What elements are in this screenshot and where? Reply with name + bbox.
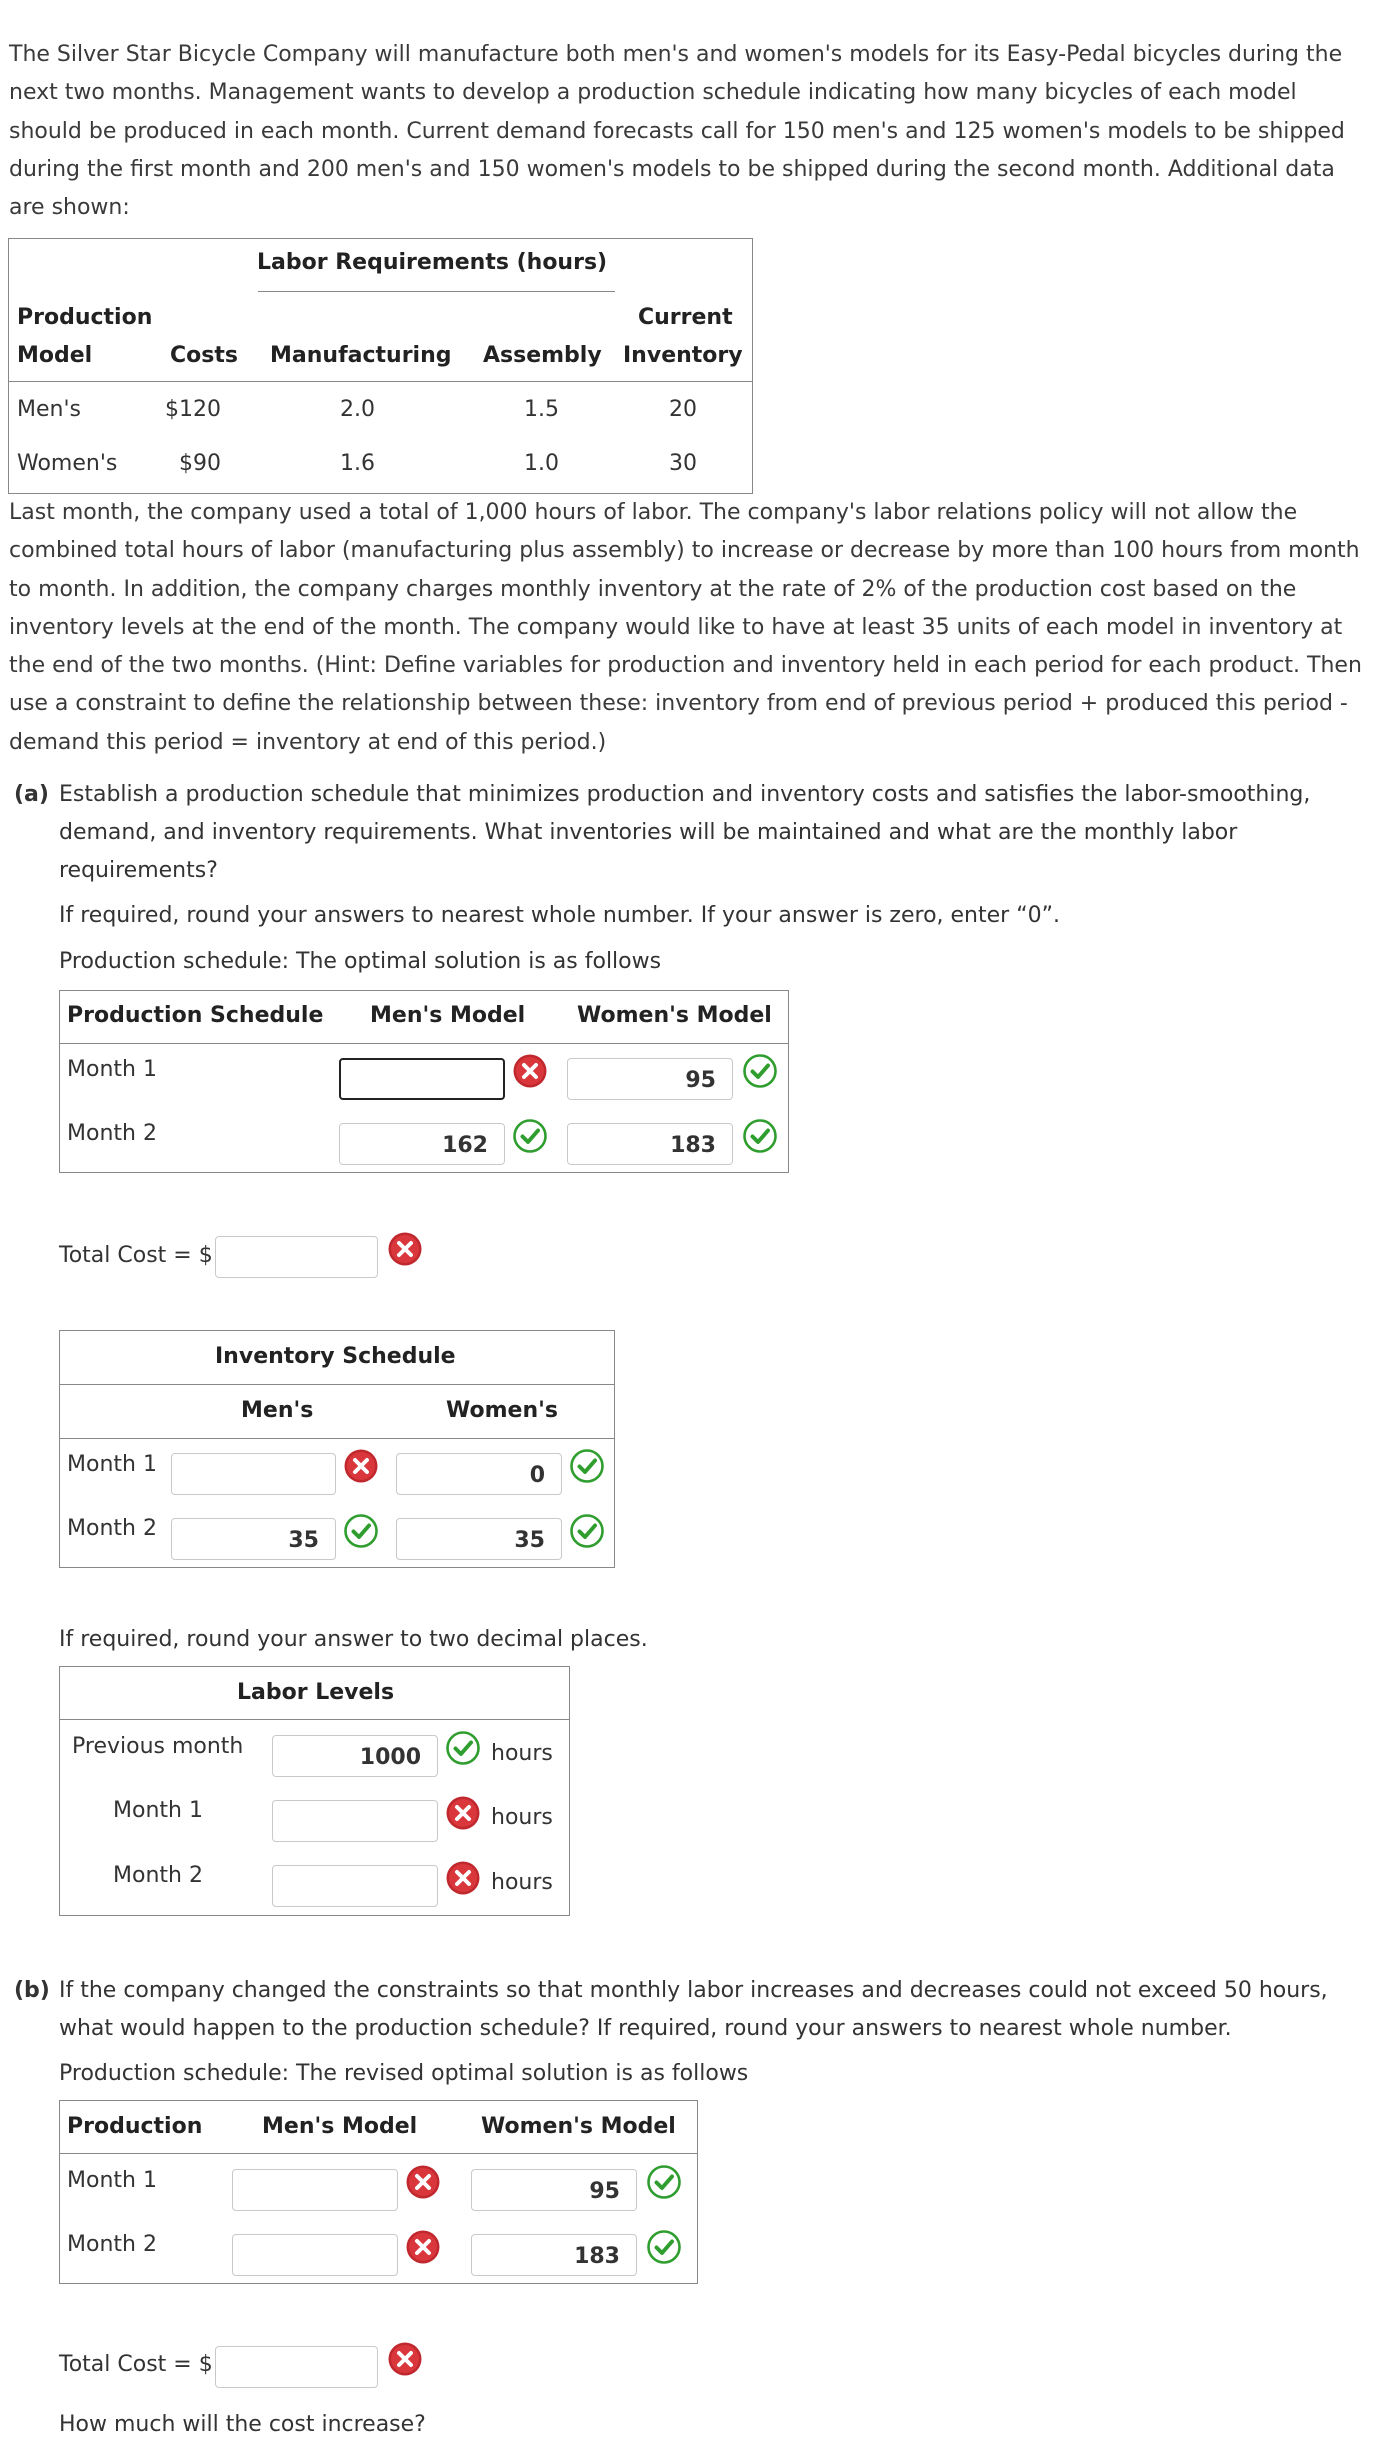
part-b-question: If the company changed the constraints so that monthly labor increases and decreases could not exceed 50 hours, what would happen to the production schedule? If required, round your answers to nearest whole number.	[59, 1978, 1328, 2041]
part-a-label: (a)	[14, 782, 49, 807]
correct-icon	[742, 1118, 778, 1154]
correct-icon	[343, 1513, 379, 1549]
correct-icon	[512, 1118, 548, 1154]
incorrect-icon	[405, 2229, 441, 2265]
labor-requirements-header: Labor Requirements (hours)	[257, 250, 608, 275]
correct-icon	[569, 1448, 605, 1484]
men-month1-input[interactable]	[339, 1058, 505, 1100]
row-label: Month 2	[113, 1863, 203, 1888]
col-inventory: Inventory	[623, 343, 743, 368]
col-womens: Women's	[446, 1398, 558, 1423]
row-label: Month 1	[67, 1057, 157, 1082]
correct-icon	[646, 2229, 682, 2265]
table-divider	[59, 1043, 789, 1044]
hours-unit: hours	[491, 1741, 553, 1766]
row-assembly: 1.0	[524, 451, 559, 476]
table-divider	[59, 1384, 615, 1385]
labor-paragraph: Last month, the company used a total of 1,000 hours of labor. The company's labor relations policy will not allow the combined total hours of labor (manufacturing plus assembly) to increase or decrease by more than 100 hours from month to month. In addition, the company charges monthly inventory at the rate of 2% of the production cost based on the inventory levels at the end of the month. The company would like to have at least 35 units of each model in inventory at the end of the two months. (Hint: Define variables for production and inventory held in each period for each product. Then use a constraint to define the relationship between these: inventory from end of previous period + produced this period - demand this period = inventory at end of this period.)	[9, 500, 1362, 755]
hours-unit: hours	[491, 1805, 553, 1830]
total-cost-label: Total Cost = $	[59, 1243, 213, 1268]
inventory-men-month2-input[interactable]: 35	[171, 1518, 336, 1560]
row-label: Month 2	[67, 1516, 157, 1541]
incorrect-icon	[512, 1053, 548, 1089]
table-divider	[8, 381, 753, 382]
row-model: Women's	[17, 451, 118, 476]
col-model: Model	[17, 343, 93, 368]
incorrect-icon	[405, 2164, 441, 2200]
col-womens-model: Women's Model	[481, 2114, 676, 2139]
total-cost-label: Total Cost = $	[59, 2352, 213, 2377]
row-manufacturing: 1.6	[340, 451, 375, 476]
col-production: Production	[67, 2114, 203, 2139]
table-divider	[59, 2153, 698, 2154]
labor-month1-input[interactable]	[272, 1800, 438, 1842]
col-costs: Costs	[170, 343, 238, 368]
schedule-intro: Production schedule: The revised optimal solution is as follows	[59, 2061, 749, 2086]
incorrect-icon	[387, 1231, 423, 1267]
col-current: Current	[638, 305, 733, 330]
row-inventory: 30	[669, 451, 697, 476]
incorrect-icon	[445, 1795, 481, 1831]
row-label: Month 1	[67, 1452, 157, 1477]
col-production-schedule: Production Schedule	[67, 1003, 324, 1028]
row-cost: $120	[165, 397, 221, 422]
revised-women-month2-input[interactable]: 183	[471, 2234, 637, 2276]
row-inventory: 20	[669, 397, 697, 422]
row-label: Month 2	[67, 2232, 157, 2257]
total-cost-input[interactable]	[215, 1236, 378, 1278]
col-mens-model: Men's Model	[262, 2114, 418, 2139]
correct-icon	[445, 1730, 481, 1766]
revised-total-cost-input[interactable]	[215, 2346, 378, 2388]
inventory-women-month1-input[interactable]: 0	[396, 1453, 562, 1495]
schedule-intro: Production schedule: The optimal solution is as follows	[59, 949, 662, 974]
incorrect-icon	[343, 1448, 379, 1484]
women-month2-input[interactable]: 183	[567, 1123, 733, 1165]
table-divider	[59, 1719, 570, 1720]
row-model: Men's	[17, 397, 81, 422]
col-production: Production	[17, 305, 153, 330]
correct-icon	[742, 1053, 778, 1089]
inventory-schedule-title: Inventory Schedule	[215, 1344, 456, 1369]
incorrect-icon	[387, 2341, 423, 2377]
row-label: Month 1	[113, 1798, 203, 1823]
women-month1-input[interactable]: 95	[567, 1058, 733, 1100]
cost-increase-question: How much will the cost increase?	[59, 2412, 426, 2437]
col-mens-model: Men's Model	[370, 1003, 526, 1028]
row-label: Previous month	[72, 1734, 244, 1759]
row-cost: $90	[179, 451, 221, 476]
men-month2-input[interactable]: 162	[339, 1123, 505, 1165]
part-a-question: Establish a production schedule that minimizes production and inventory costs and satisfies the labor-smoothing, demand, and inventory requirements. What inventories will be maintained and what are the monthly labor requirements?	[59, 782, 1311, 883]
hours-unit: hours	[491, 1870, 553, 1895]
inventory-men-month1-input[interactable]	[171, 1453, 336, 1495]
intro-paragraph: The Silver Star Bicycle Company will manufacture both men's and women's models for its Easy-Pedal bicycles during the next two months. Management wants to develop a production schedule indicating how many bicycles of each model should be produced in each month. Current demand forecasts call for 150 men's and 125 women's models to be shipped during the first month and 200 men's and 150 women's models to be shipped during the second month. Additional data are shown:	[9, 42, 1345, 221]
row-label: Month 2	[67, 1121, 157, 1146]
revised-men-month2-input[interactable]	[232, 2234, 398, 2276]
labor-levels-title: Labor Levels	[237, 1680, 395, 1705]
incorrect-icon	[445, 1860, 481, 1896]
col-assembly: Assembly	[483, 343, 602, 368]
revised-men-month1-input[interactable]	[232, 2169, 398, 2211]
part-b-label: (b)	[14, 1978, 50, 2003]
correct-icon	[569, 1513, 605, 1549]
table-divider	[59, 1438, 615, 1439]
col-mens: Men's	[241, 1398, 314, 1423]
revised-women-month1-input[interactable]: 95	[471, 2169, 637, 2211]
labor-month2-input[interactable]	[272, 1865, 438, 1907]
row-manufacturing: 2.0	[340, 397, 375, 422]
col-womens-model: Women's Model	[577, 1003, 772, 1028]
inventory-women-month2-input[interactable]: 35	[396, 1518, 562, 1560]
row-label: Month 1	[67, 2168, 157, 2193]
correct-icon	[646, 2164, 682, 2200]
labor-previous-month-input[interactable]: 1000	[272, 1735, 438, 1777]
col-manufacturing: Manufacturing	[270, 343, 452, 368]
decimal-note: If required, round your answer to two decimal places.	[59, 1627, 648, 1652]
header-underline	[258, 291, 615, 292]
rounding-note: If required, round your answers to nearest whole number. If your answer is zero, enter “0”.	[59, 903, 1060, 928]
row-assembly: 1.5	[524, 397, 559, 422]
